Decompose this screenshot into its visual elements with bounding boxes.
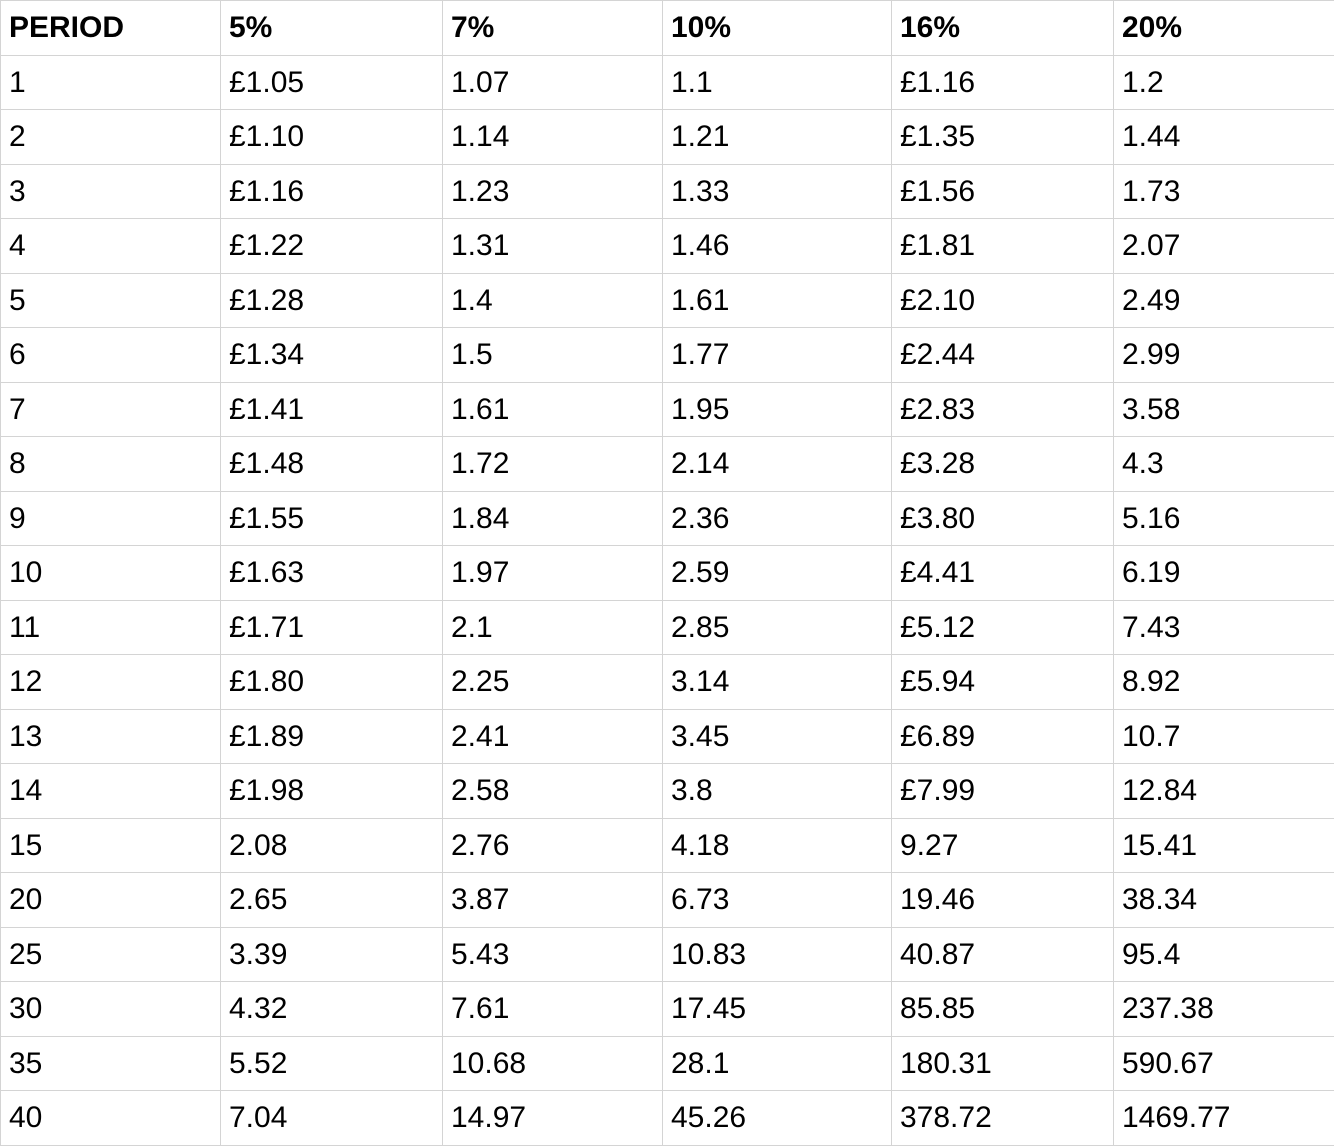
cell-rate-10: 45.26 [663,1091,892,1146]
cell-period: 14 [1,764,221,819]
cell-rate-5: £1.16 [221,164,443,219]
cell-rate-10: 3.45 [663,709,892,764]
table-row [1,110,1334,165]
column-header-rate-16: 16% [892,1,1114,56]
cell-rate-16: 180.31 [892,1036,1114,1091]
cell-rate-7: 1.23 [443,164,663,219]
cell-rate-20: 4.3 [1114,437,1334,492]
cell-rate-10: 1.77 [663,328,892,383]
cell-rate-20: 590.67 [1114,1036,1334,1091]
cell-rate-10: 1.95 [663,382,892,437]
cell-rate-7: 1.31 [443,219,663,274]
cell-rate-7: 2.25 [443,655,663,710]
table-row [1,437,1334,492]
column-header-rate-10: 10% [663,1,892,56]
table-header-row [1,1,1334,56]
cell-rate-16: 19.46 [892,873,1114,928]
cell-rate-10: 1.61 [663,273,892,328]
table-row [1,55,1334,110]
cell-rate-5: 4.32 [221,982,443,1037]
table-row [1,982,1334,1037]
cell-rate-16: £5.94 [892,655,1114,710]
cell-rate-7: 5.43 [443,927,663,982]
table-body [1,55,1334,1145]
cell-period: 6 [1,328,221,383]
column-header-rate-5: 5% [221,1,443,56]
cell-rate-20: 1.73 [1114,164,1334,219]
cell-rate-7: 2.1 [443,600,663,655]
cell-rate-10: 2.14 [663,437,892,492]
cell-rate-5: £1.98 [221,764,443,819]
table-row [1,927,1334,982]
cell-rate-7: 1.84 [443,491,663,546]
column-header-period: PERIOD [1,1,221,56]
cell-rate-20: 12.84 [1114,764,1334,819]
cell-period: 4 [1,219,221,274]
cell-rate-16: £5.12 [892,600,1114,655]
cell-rate-7: 14.97 [443,1091,663,1146]
cell-rate-16: 40.87 [892,927,1114,982]
cell-rate-20: 3.58 [1114,382,1334,437]
cell-rate-5: £1.89 [221,709,443,764]
cell-rate-10: 17.45 [663,982,892,1037]
cell-rate-10: 28.1 [663,1036,892,1091]
cell-rate-20: 10.7 [1114,709,1334,764]
cell-rate-16: £3.80 [892,491,1114,546]
table-row [1,655,1334,710]
cell-rate-10: 6.73 [663,873,892,928]
cell-rate-16: 85.85 [892,982,1114,1037]
cell-rate-5: £1.10 [221,110,443,165]
cell-rate-20: 2.99 [1114,328,1334,383]
cell-rate-7: 1.14 [443,110,663,165]
cell-rate-5: £1.71 [221,600,443,655]
cell-rate-20: 1.2 [1114,55,1334,110]
cell-rate-20: 1.44 [1114,110,1334,165]
cell-period: 15 [1,818,221,873]
cell-rate-20: 2.07 [1114,219,1334,274]
column-header-rate-20: 20% [1114,1,1334,56]
cell-rate-10: 4.18 [663,818,892,873]
cell-period: 40 [1,1091,221,1146]
cell-period: 11 [1,600,221,655]
cell-rate-5: £1.48 [221,437,443,492]
cell-rate-7: 1.72 [443,437,663,492]
cell-period: 35 [1,1036,221,1091]
column-header-rate-7: 7% [443,1,663,56]
cell-rate-10: 3.14 [663,655,892,710]
table-row [1,164,1334,219]
cell-rate-5: £1.05 [221,55,443,110]
cell-rate-5: £1.63 [221,546,443,601]
cell-rate-7: 2.58 [443,764,663,819]
cell-period: 30 [1,982,221,1037]
table-row [1,600,1334,655]
cell-rate-10: 1.33 [663,164,892,219]
cell-rate-16: £1.56 [892,164,1114,219]
cell-rate-5: £1.22 [221,219,443,274]
cell-rate-16: £3.28 [892,437,1114,492]
cell-rate-5: £1.55 [221,491,443,546]
cell-rate-20: 38.34 [1114,873,1334,928]
cell-rate-10: 2.85 [663,600,892,655]
cell-rate-5: 5.52 [221,1036,443,1091]
table-row [1,546,1334,601]
cell-rate-16: £1.35 [892,110,1114,165]
cell-rate-5: £1.34 [221,328,443,383]
cell-rate-5: £1.28 [221,273,443,328]
table-row [1,1036,1334,1091]
cell-period: 13 [1,709,221,764]
cell-period: 1 [1,55,221,110]
cell-rate-16: £2.44 [892,328,1114,383]
cell-period: 3 [1,164,221,219]
table-row [1,873,1334,928]
cell-rate-7: 7.61 [443,982,663,1037]
cell-rate-7: 10.68 [443,1036,663,1091]
cell-rate-10: 2.36 [663,491,892,546]
cell-rate-7: 1.97 [443,546,663,601]
cell-period: 10 [1,546,221,601]
cell-rate-20: 6.19 [1114,546,1334,601]
table-row [1,818,1334,873]
cell-rate-7: 1.4 [443,273,663,328]
cell-period: 12 [1,655,221,710]
cell-rate-7: 1.61 [443,382,663,437]
table-row [1,219,1334,274]
table-row [1,709,1334,764]
cell-rate-16: £6.89 [892,709,1114,764]
cell-rate-20: 95.4 [1114,927,1334,982]
cell-rate-16: £2.10 [892,273,1114,328]
cell-rate-16: £1.16 [892,55,1114,110]
cell-rate-16: 9.27 [892,818,1114,873]
cell-rate-7: 2.76 [443,818,663,873]
cell-rate-20: 2.49 [1114,273,1334,328]
cell-rate-7: 3.87 [443,873,663,928]
cell-rate-7: 1.5 [443,328,663,383]
cell-rate-16: £7.99 [892,764,1114,819]
cell-rate-5: £1.80 [221,655,443,710]
cell-period: 8 [1,437,221,492]
cell-rate-16: £1.81 [892,219,1114,274]
cell-rate-5: £1.41 [221,382,443,437]
cell-rate-16: 378.72 [892,1091,1114,1146]
table-row [1,328,1334,383]
cell-rate-16: £4.41 [892,546,1114,601]
cell-rate-20: 7.43 [1114,600,1334,655]
cell-rate-20: 237.38 [1114,982,1334,1037]
table-row [1,491,1334,546]
cell-rate-20: 15.41 [1114,818,1334,873]
cell-rate-10: 1.21 [663,110,892,165]
cell-rate-7: 1.07 [443,55,663,110]
cell-rate-10: 2.59 [663,546,892,601]
cell-rate-5: 7.04 [221,1091,443,1146]
table-row [1,764,1334,819]
table-row [1,382,1334,437]
cell-period: 25 [1,927,221,982]
cell-rate-10: 1.46 [663,219,892,274]
cell-rate-20: 1469.77 [1114,1091,1334,1146]
cell-period: 9 [1,491,221,546]
cell-rate-20: 8.92 [1114,655,1334,710]
cell-rate-20: 5.16 [1114,491,1334,546]
cell-period: 5 [1,273,221,328]
cell-rate-7: 2.41 [443,709,663,764]
cell-rate-16: £2.83 [892,382,1114,437]
cell-rate-5: 2.65 [221,873,443,928]
cell-period: 2 [1,110,221,165]
cell-rate-10: 10.83 [663,927,892,982]
cell-rate-10: 1.1 [663,55,892,110]
cell-rate-5: 3.39 [221,927,443,982]
cell-period: 20 [1,873,221,928]
cell-period: 7 [1,382,221,437]
table-head [1,1,1334,56]
cell-rate-5: 2.08 [221,818,443,873]
cell-rate-10: 3.8 [663,764,892,819]
table-row [1,1091,1334,1146]
table-row [1,273,1334,328]
